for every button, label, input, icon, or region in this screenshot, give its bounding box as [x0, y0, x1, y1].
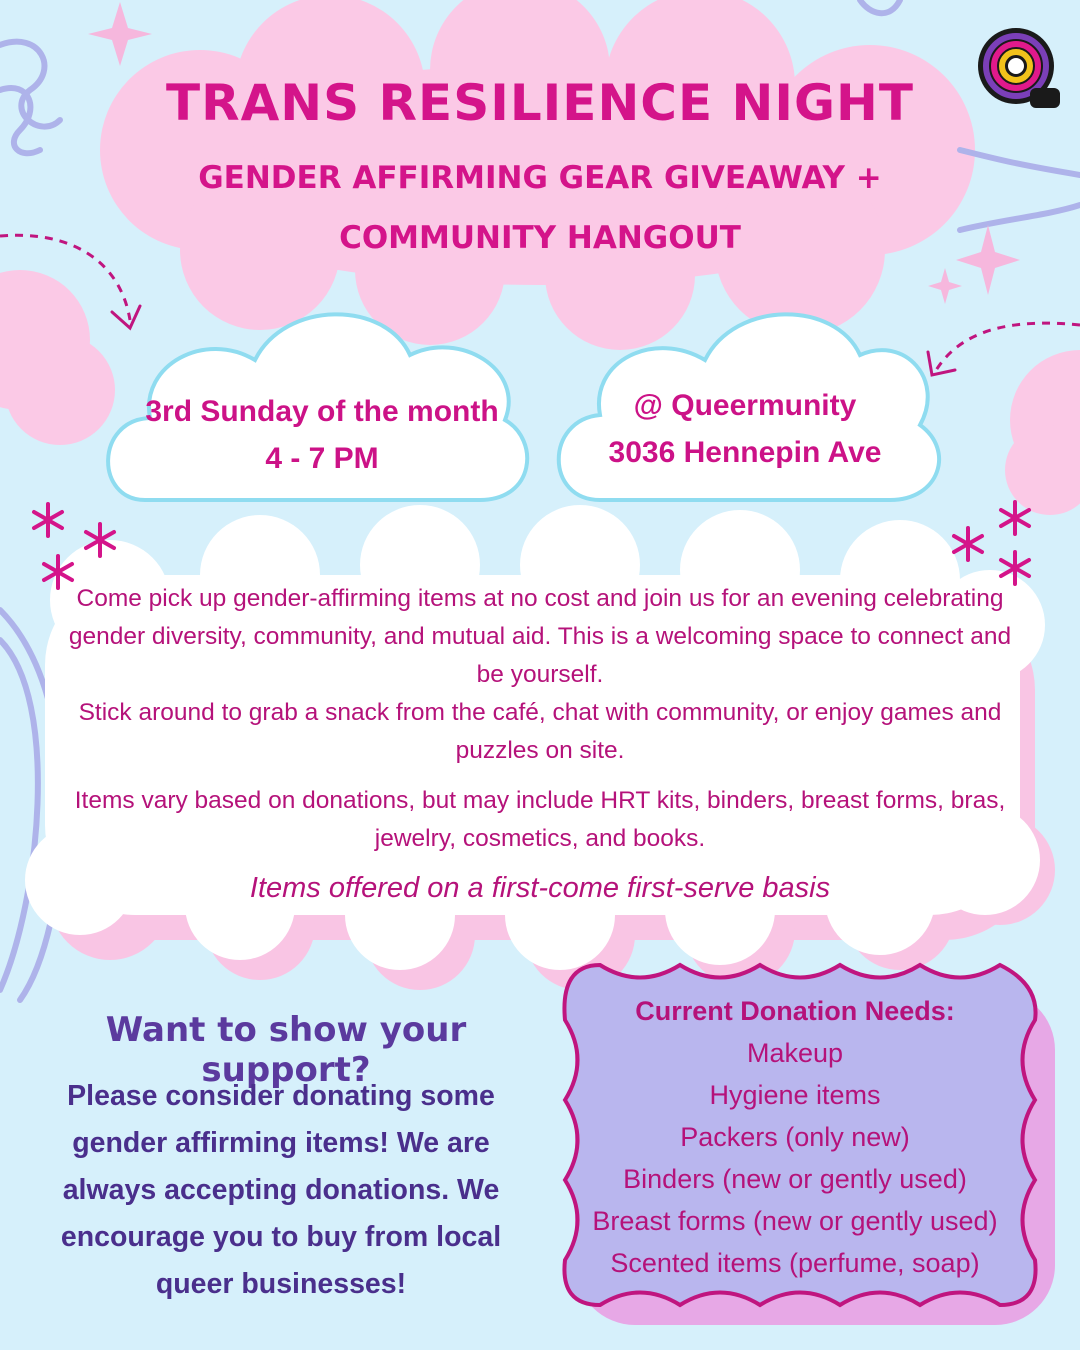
donation-need-item: Breast forms (new or gently used)	[592, 1206, 998, 1236]
subtitle	[140, 148, 940, 268]
donation-need-item: Makeup	[746, 1038, 844, 1068]
support-heading: Want to show your support?	[105, 1010, 467, 1090]
donation-needs	[562, 990, 1028, 1284]
donation-need-item: Hygiene items	[709, 1080, 881, 1110]
event-time	[112, 388, 532, 482]
venue-name: @ Queermunity	[633, 389, 857, 422]
queermunity-logo-icon	[972, 22, 1064, 114]
donation-needs-list	[562, 1032, 1028, 1284]
subtitle-line-1: GENDER AFFIRMING GEAR GIVEAWAY +	[198, 160, 882, 196]
right-edge-cloud	[1005, 350, 1080, 515]
venue-address: 3036 Hennepin Ave	[608, 436, 882, 469]
description-paragraph-3: Items vary based on donations, but may include HRT kits, binders, breast forms, bras, jewelry, cosmetics, and books.	[74, 787, 1006, 852]
event-hours: 4 - 7 PM	[265, 442, 379, 475]
header	[140, 72, 940, 268]
donation-needs-title: Current Donation Needs:	[635, 996, 955, 1026]
subtitle-line-2: COMMUNITY HANGOUT	[339, 220, 741, 256]
donation-need-item: Binders (new or gently used)	[623, 1164, 967, 1194]
description-paragraph-2: Stick around to grab a snack from the café, chat with community, or enjoy games and puzzles on site.	[78, 699, 1002, 764]
page-title: TRANS RESILIENCE NIGHT	[165, 74, 914, 132]
donation-need-item: Packers (only new)	[680, 1122, 910, 1152]
event-location	[560, 382, 930, 476]
support-body: Please consider donating some gender affirming items! We are always accepting donations. We encourage you to buy from local queer businesses!	[60, 1080, 502, 1300]
description-paragraph-1: Come pick up gender-affirming items at no cost and join us for an evening celebrating gender diversity, community, and mutual aid. This is a welcoming space to connect and be yourself.	[68, 585, 1012, 688]
donation-need-item: Scented items (perfume, soap)	[610, 1248, 980, 1278]
left-edge-cloud	[0, 270, 115, 445]
event-day: 3rd Sunday of the month	[145, 395, 499, 428]
event-description	[60, 580, 1020, 908]
first-come-note: Items offered on a first-come first-serve basis	[249, 872, 831, 904]
